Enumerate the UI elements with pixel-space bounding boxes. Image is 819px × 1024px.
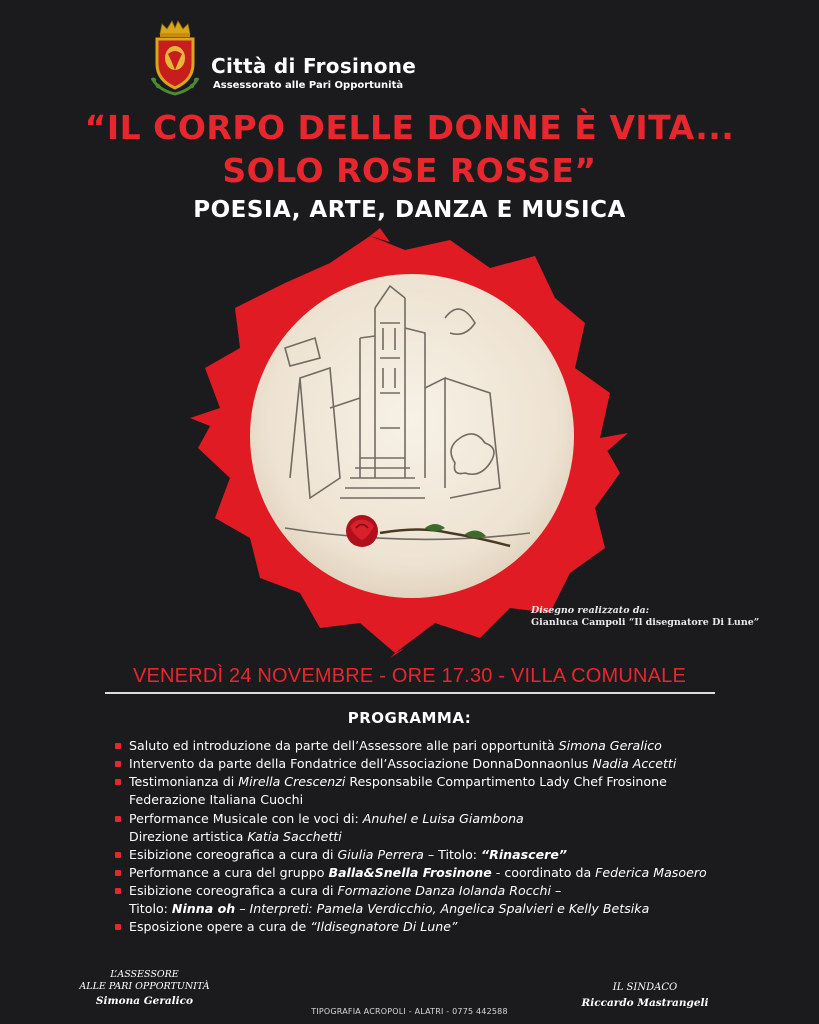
event-title-line-2: SOLO ROSE ROSSE” [222,151,597,190]
sindaco-role: IL SINDACO [612,982,678,993]
bullet-icon [115,924,121,930]
bullet-icon [115,870,121,876]
assessore-signature-block [72,969,217,1009]
event-title-line-1: “IL CORPO DELLE DONNE È VITA... [84,108,735,147]
bullet-icon [115,852,121,858]
bullet-icon [115,761,121,767]
program-list [113,737,753,936]
bullet-icon [115,743,121,749]
artwork-credit-author: Gianluca Campoli “Il disegnatore Di Lune” [531,617,760,628]
program-title: PROGRAMMA: [347,709,472,727]
city-name: Città di Frosinone [211,54,417,78]
bullet-icon [115,779,121,785]
sindaco-name: Riccardo Mastrangeli [581,997,709,1009]
assessore-name: Simona Geralico [95,995,194,1007]
program-item: Testimonianza di Mirella Crescenzi Responsabile Compartimento Lady Chef Frosinone Federazione Italiana Cuochi [113,773,753,809]
program-item: Performance a cura del gruppo Balla&Snella Frosinone - coordinato da Federica Masoero [113,864,753,882]
assessore-role-detail: ALLE PARI OPPORTUNITÀ [79,981,210,992]
program-item: Saluto ed introduzione da parte dell’Assessore alle pari opportunità Simona Geralico [113,737,753,755]
program-item: Esibizione coreografica a cura di Giulia Perrera – Titolo: “Rinascere” [113,846,753,864]
city-crest-logo [148,18,202,96]
event-date-time-location: VENERDÌ 24 NOVEMBRE - ORE 17.30 - VILLA COMUNALE [132,665,687,687]
assessore-role: L’ASSESSORE [110,969,179,980]
program-item: Esibizione coreografica a cura di Formazione Danza Iolanda Rocchi – Titolo: Ninna oh – Interpreti: Pamela Verdicchio, Angelica Spalvieri e Kelly Betsika [113,882,753,918]
program-item: Performance Musicale con le voci di: Anuhel e Luisa Giambona Direzione artistica Katia Sacchetti [113,810,753,846]
program-item: Intervento da parte della Fondatrice dell’Associazione DonnaDonnaonlus Nadia Accetti [113,755,753,773]
artwork-credit-label: Disegno realizzato da: [531,605,650,616]
event-subtitle: POESIA, ARTE, DANZA E MUSICA [193,197,626,223]
printer-credit: TIPOGRAFIA ACROPOLI - ALATRI - 0775 442588 [311,1007,508,1016]
divider [105,692,715,694]
city-subtitle: Assessorato alle Pari Opportunità [213,80,404,91]
program-item: Esposizione opere a cura de “Ildisegnatore Di Lune” [113,918,753,936]
artwork-illustration [190,228,630,658]
bullet-icon [115,816,121,822]
bullet-icon [115,888,121,894]
